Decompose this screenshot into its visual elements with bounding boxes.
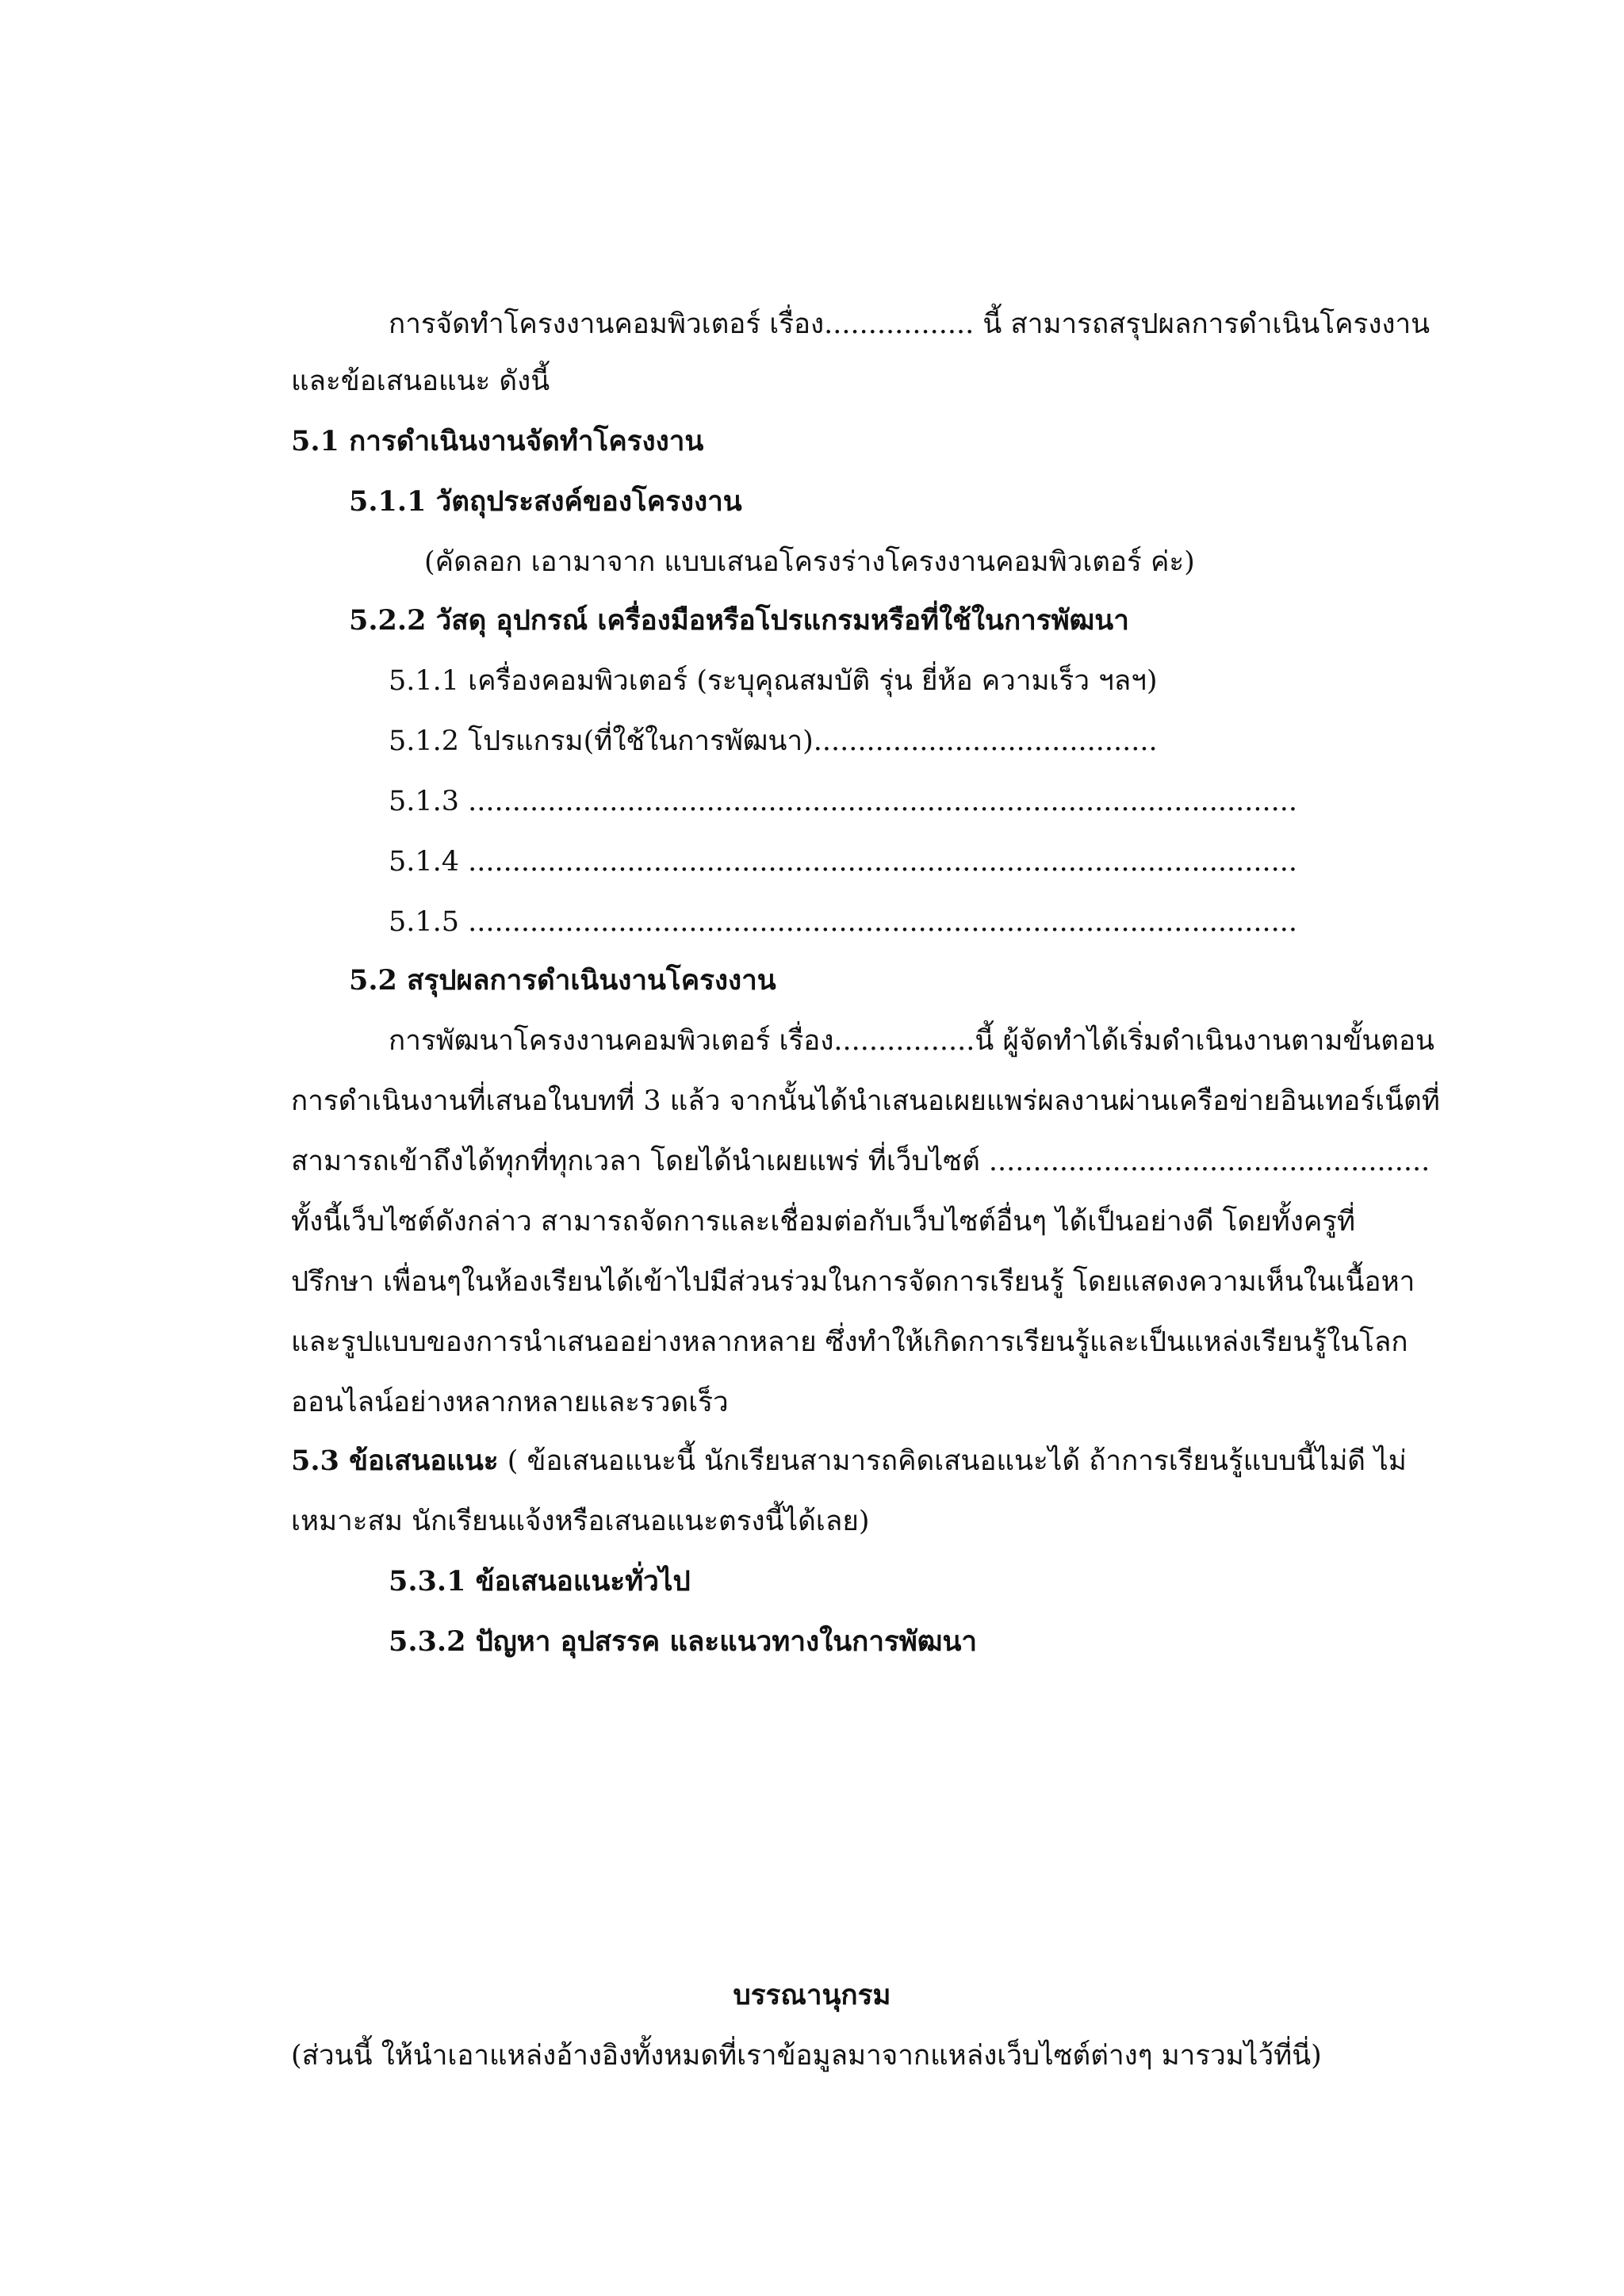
section-5-3-2-heading: 5.3.2 ปัญหา อุปสรรค และแนวทางในการพัฒนา (389, 1625, 978, 1658)
section-5-2-2-heading: 5.2.2 วัสดุ อุปกรณ์ เครื่องมือหรือโปรแกรมหรือที่ใช้ในการพัฒนา (349, 604, 1129, 637)
bibliography-title: บรรณานุกรม (733, 1979, 891, 2011)
bibliography-note: (ส่วนนี้ ให้นำเอาแหล่งอ้างอิงทั้งหมดที่เราข้อมูลมาจากแหล่งเว็บไซต์ต่างๆ มารวมไว้ที่นี่) (291, 2040, 1322, 2072)
section-5-3-1-heading: 5.3.1 ข้อเสนอแนะทั่วไป (389, 1565, 691, 1598)
section-5-1-1-heading: 5.1.1 วัตถุประสงค์ของโครงงาน (349, 485, 742, 518)
tools-item-3: 5.1.3 .............................................................................................. (389, 786, 1297, 817)
tools-item-2: 5.1.2 โปรแกรม(ที่ใช้ในการพัฒนา)....................................... (389, 725, 1158, 757)
section-5-3-note: ( ข้อเสนอแนะนี้ นักเรียนสามารถคิดเสนอแนะได้ ถ้าการเรียนรู้แบบนี้ไม่ดี ไม่ (498, 1445, 1407, 1477)
tools-item-1: 5.1.1 เครื่องคอมพิวเตอร์ (ระบุคุณสมบัติ รุ่น ยี่ห้อ ความเร็ว ฯลฯ) (389, 665, 1158, 697)
intro-text-1: การจัดทำโครงงานคอมพิวเตอร์ เรื่อง................. นี้ สามารถสรุปผลการดำเนินโครงงาน (389, 308, 1431, 340)
section-5-2-heading: 5.2 สรุปผลการดำเนินงานโครงงาน (349, 964, 776, 997)
section-5-1-heading: 5.1 การดำเนินงานจัดทำโครงงาน (291, 425, 704, 457)
summary-line-4: ทั้งนี้เว็บไซต์ดังกล่าว สามารถจัดการและเชื่อมต่อกับเว็บไซต์อื่นๆ ได้เป็นอย่างดี โดยทั้งครูที่ (291, 1206, 1356, 1238)
summary-line-2: การดำเนินงานที่เสนอในบทที่ 3 แล้ว จากนั้นได้นำเสนอเผยแพร่ผลงานผ่านเครือข่ายอินเทอร์เน็ตที่ (291, 1085, 1440, 1117)
summary-line-7: ออนไลน์อย่างหลากหลายและรวดเร็ว (291, 1387, 729, 1418)
section-5-1-1-note: (คัดลอก เอามาจาก แบบเสนอโครงร่างโครงงานคอมพิวเตอร์ ค่ะ) (424, 546, 1195, 578)
tools-item-5: 5.1.5 .............................................................................................. (389, 906, 1297, 938)
section-5-3-heading: 5.3 ข้อเสนอแนะ (291, 1445, 499, 1477)
tools-item-4: 5.1.4 .............................................................................................. (389, 846, 1297, 878)
intro-line-2: และข้อเสนอแนะ ดังนี้ (291, 365, 550, 397)
section-5-3-note-line-2: เหมาะสม นักเรียนแจ้งหรือเสนอแนะตรงนี้ได้เลย) (291, 1506, 870, 1537)
summary-line-1: การพัฒนาโครงงานคอมพิวเตอร์ เรื่อง................นี้ ผู้จัดทำได้เริ่มดำเนินงานตามขั้นตอน (389, 1025, 1434, 1057)
intro-line-1 (389, 308, 1431, 341)
summary-line-6: และรูปแบบของการนำเสนออย่างหลากหลาย ซึ่งทำให้เกิดการเรียนรู้และเป็นแหล่งเรียนรู้ในโลก (291, 1326, 1408, 1358)
summary-line-5: ปรึกษา เพื่อนๆในห้องเรียนได้เข้าไปมีส่วนร่วมในการจัดการเรียนรู้ โดยแสดงความเห็นในเนื้อหา (291, 1266, 1415, 1298)
summary-line-3: สามารถเข้าถึงได้ทุกที่ทุกเวลา โดยได้นำเผยแพร่ ที่เว็บไซต์ .................................................. (291, 1146, 1431, 1177)
section-5-3-heading-line (291, 1445, 1407, 1478)
